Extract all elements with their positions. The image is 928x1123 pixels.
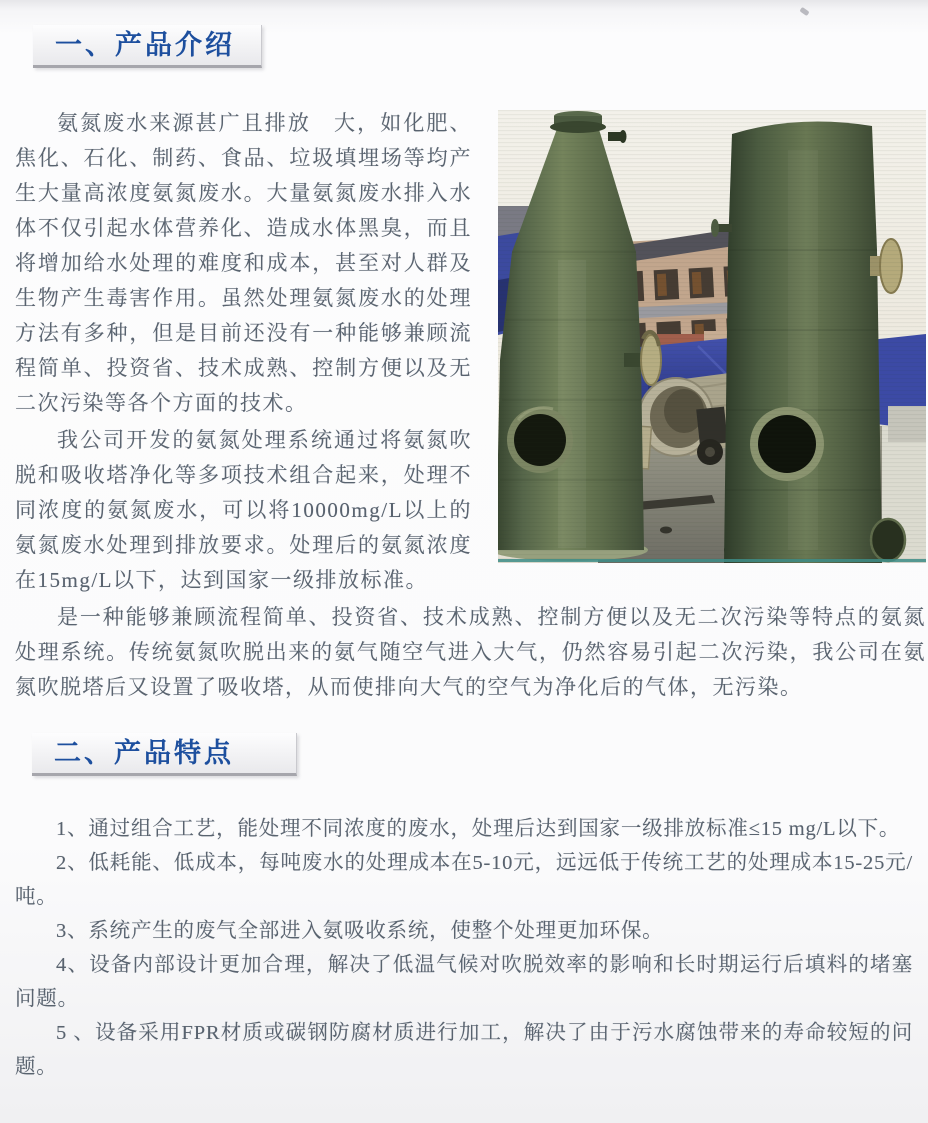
feature-item-4: 4、设备内部设计更加合理，解决了低温气候对吹脱效率的影响和长时期运行后填料的堵塞问题。 xyxy=(15,954,913,1010)
features-heading: 二、产品特点 xyxy=(54,738,234,768)
scan-speck xyxy=(799,7,809,16)
photo-scan-texture xyxy=(498,110,926,563)
feature-item-1: 1、通过组合工艺，能处理不同浓度的废水，处理后达到国家一级排放标准≤15 mg/L以下。 xyxy=(56,818,901,840)
intro-section xyxy=(15,106,926,705)
intro-heading: 一、产品介绍 xyxy=(55,30,235,60)
product-photo xyxy=(498,110,926,563)
photo-bottom-scan-line xyxy=(498,559,926,562)
feature-item-2: 2、低耗能、低成本，每吨废水的处理成本在5-10元，远远低于传统工艺的处理成本15-25元/吨。 xyxy=(15,852,913,908)
section-header-features xyxy=(32,733,297,776)
section-header-intro xyxy=(33,25,262,68)
intro-paragraph-3: 是一种能够兼顾流程简单、投资省、技术成熟、控制方便以及无二次污染等特点的氨氮处理系统。传统氨氮吹脱出来的氨气随空气进入大气，仍然容易引起二次污染，我公司在氨氮吹脱塔后又设置了吸收塔，从而使排向大气的空气为净化后的气体，无污染。 xyxy=(15,605,926,699)
intro-paragraph-2: 我公司开发的氨氮处理系统通过将氨氮吹脱和吸收塔净化等多项技术组合起来，处理不同浓度的氨氮废水，可以将10000mg/L以上的氨氮废水处理到排放要求。处理后的氨氮浓度在15mg/L以下，达到国家一级排放标准。 xyxy=(15,428,472,592)
features-section xyxy=(15,812,913,1084)
feature-item-5: 5 、设备采用FPR材质或碳钢防腐材质进行加工，解决了由于污水腐蚀带来的寿命较短的问题。 xyxy=(15,1022,913,1078)
feature-item-3: 3、系统产生的废气全部进入氨吸收系统，使整个处理更加环保。 xyxy=(56,920,664,942)
intro-paragraph-1: 氨氮废水来源甚广且排放 大，如化肥、焦化、石化、制药、食品、垃圾填埋场等均产生大量高浓度氨氮废水。大量氨氮废水排入水体不仅引起水体营养化、造成水体黑臭，而且将增加给水处理的难度和成本，甚至对人群及生物产生毒害作用。虽然处理氨氮废水的处理方法有多种，但是目前还没有一种能够兼顾流程简单、投资省、技术成熟、控制方便以及无二次污染等各个方面的技术。 xyxy=(15,111,472,415)
